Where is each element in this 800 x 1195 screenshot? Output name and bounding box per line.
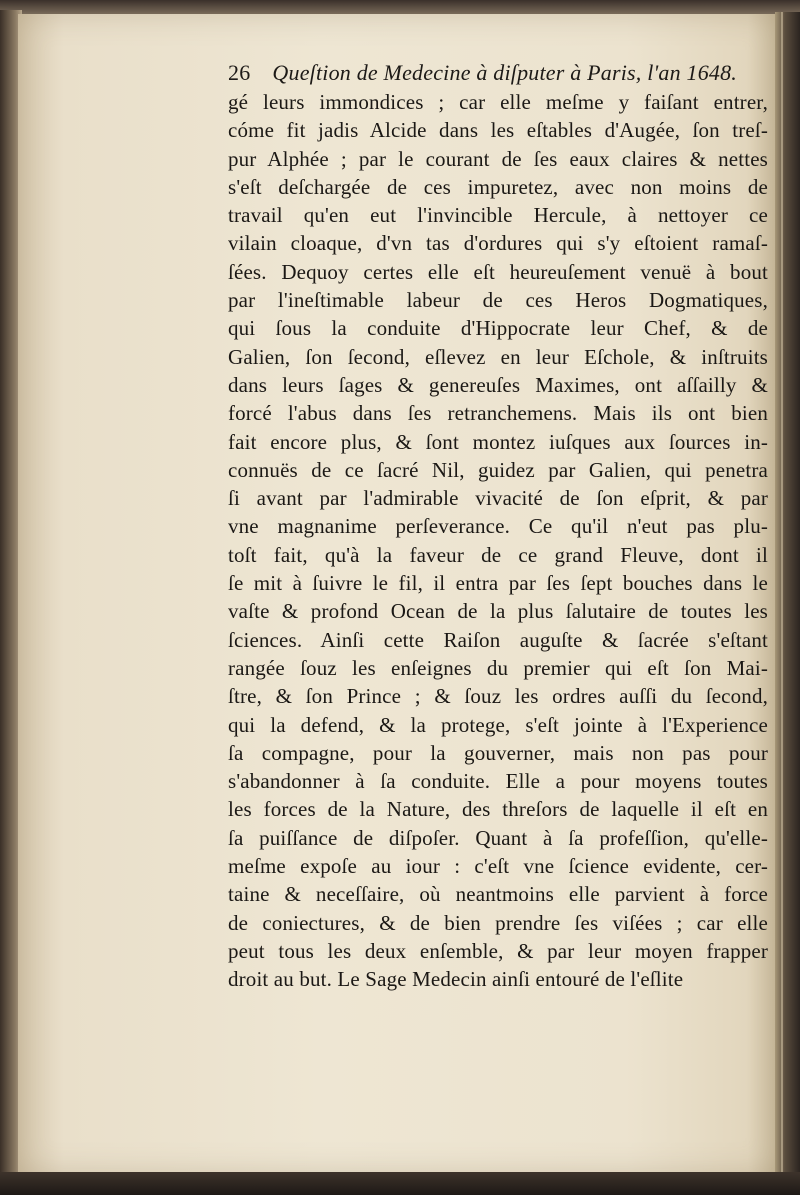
text-line: qui ſous la conduite d'Hippocrate leur Chef, & de bbox=[228, 316, 768, 341]
text-line: s'abandonner à ſa conduite. Elle a pour moyens toutes bbox=[228, 769, 768, 794]
text-line: vaſte & profond Ocean de la plus ſalutaire de toutes les bbox=[228, 599, 768, 624]
text-line: taine & neceſſaire, où neantmoins elle parvient à force bbox=[228, 882, 768, 907]
text-line: cóme fit jadis Alcide dans les eſtables d'Augée, ſon treſ- bbox=[228, 118, 768, 143]
text-line: s'eſt deſchargée de ces impuretez, avec non moins de bbox=[228, 174, 768, 199]
text-line: qui la defend, & la protege, s'eſt jointe à l'Experience bbox=[228, 712, 768, 737]
text-line: ſi avant par l'admirable vivacité de ſon eſprit, & par bbox=[228, 486, 768, 511]
book-bottom-edge bbox=[0, 1172, 800, 1195]
text-line: rangée ſouz les enſeignes du premier qui eſt ſon Mai- bbox=[228, 655, 768, 680]
text-line: droit au but. Le Sage Medecin ainſi entouré de l'eſlite bbox=[228, 967, 684, 992]
text-line: meſme expoſe au iour : c'eſt vne ſcience evidente, cer- bbox=[228, 854, 768, 879]
text-line: de coniectures, & de bien prendre ſes viſées ; car elle bbox=[228, 910, 768, 935]
page-number: 26 bbox=[228, 60, 251, 85]
text-line: connuës de ce ſacré Nil, guidez par Galien, qui penetra bbox=[228, 457, 768, 482]
text-line: par l'ineſtimable labeur de ces Heros Dogmatiques, bbox=[228, 288, 768, 313]
text-line: dans leurs ſages & genereuſes Maximes, ont aſſailly & bbox=[228, 372, 768, 397]
body-text bbox=[228, 88, 768, 994]
text-line: vne magnanime perſeverance. Ce qu'il n'eut pas plu- bbox=[228, 514, 768, 539]
text-line: les forces de la Nature, des threſors de laquelle il eſt en bbox=[228, 797, 768, 822]
text-line: toſt fait, qu'à la faveur de ce grand Fleuve, dont il bbox=[228, 542, 768, 567]
running-head bbox=[228, 60, 768, 90]
running-title: Queſtion de Medecine à diſputer à Paris, l'an 1648. bbox=[272, 60, 738, 85]
text-line: ſciences. Ainſi cette Raiſon auguſte & ſacrée s'eſtant bbox=[228, 627, 768, 652]
text-line: pur Alphée ; par le courant de ſes eaux claires & nettes bbox=[228, 146, 768, 171]
text-line: ſtre, & ſon Prince ; & ſouz les ordres auſſi du ſecond, bbox=[228, 684, 768, 709]
text-line: vilain cloaque, d'vn tas d'ordures qui s'y eſtoient ramaſ- bbox=[228, 231, 768, 256]
page-edge-stack bbox=[775, 12, 800, 1195]
text-line: forcé l'abus dans ſes retranchemens. Mais ils ont bien bbox=[228, 401, 768, 426]
text-line: ſa puiſſance de diſpoſer. Quant à ſa profeſſion, qu'elle- bbox=[228, 825, 768, 850]
text-line: Galien, ſon ſecond, eſlevez en leur Eſchole, & inſtruits bbox=[228, 344, 768, 369]
text-line: peut tous les deux enſemble, & par leur moyen frapper bbox=[228, 938, 768, 963]
text-line: ſa compagne, pour la gouverner, mais non pas pour bbox=[228, 740, 768, 765]
text-line: fait encore plus, & ſont montez iuſques aux ſources in- bbox=[228, 429, 768, 454]
text-line: travail qu'en eut l'invincible Hercule, à nettoyer ce bbox=[228, 203, 768, 228]
text-line: ſe mit à ſuivre le fil, il entra par ſes ſept bouches dans le bbox=[228, 571, 768, 596]
text-line: ſées. Dequoy certes elle eſt heureuſement venuë à bout bbox=[228, 259, 768, 284]
text-line: gé leurs immondices ; car elle meſme y faiſant entrer, bbox=[228, 90, 768, 114]
